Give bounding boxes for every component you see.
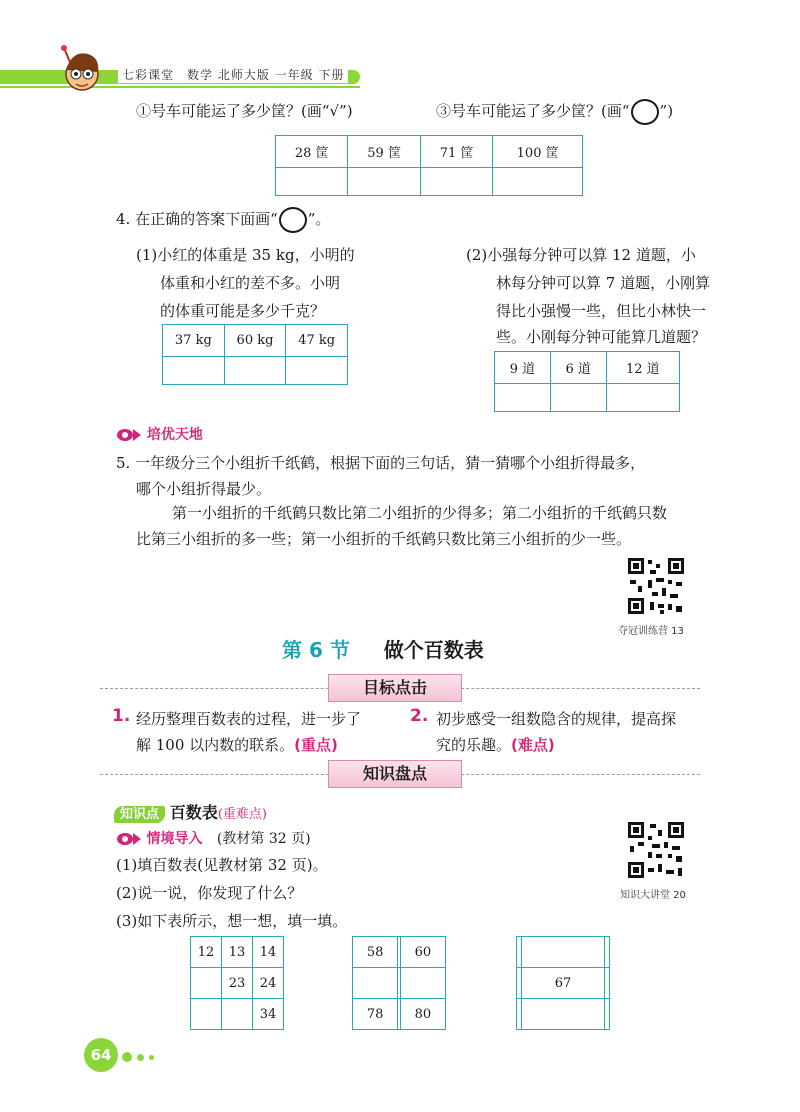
goal-1-number: 1. xyxy=(112,706,131,726)
question-4-suffix: ”。 xyxy=(307,210,331,228)
decor-dot xyxy=(149,1055,154,1060)
goal-2-line: 初步感受一组数隐含的规律，提高探 xyxy=(436,710,677,728)
grid-cell: 24 xyxy=(253,968,284,999)
grid-cell: 67 xyxy=(521,968,604,999)
answer-cell[interactable] xyxy=(224,357,286,385)
grid-cell: 58 xyxy=(353,937,398,968)
qr-caption: 夺冠训练营 13 xyxy=(618,626,684,637)
answer-cell[interactable] xyxy=(495,384,551,412)
q4-part2-line: 得比小强慢一些，但比小林快一 xyxy=(496,302,707,320)
grid-cell: 13 xyxy=(222,937,253,968)
answer-cell[interactable] xyxy=(606,384,679,412)
knowledge-banner: 知识盘点 xyxy=(328,760,462,788)
arrow-eye-icon xyxy=(116,832,142,846)
option-cell: 9 道 xyxy=(495,352,551,384)
header-underline xyxy=(0,86,360,88)
q4-part1-line: 的体重可能是多少千克？ xyxy=(160,302,326,320)
problems-table xyxy=(494,351,680,412)
question-3-prefix: ③号车可能运了多少筐？(画“ xyxy=(436,102,630,120)
number-grid-2 xyxy=(352,936,446,1030)
goal-1-line xyxy=(136,732,338,758)
option-cell: 60 kg xyxy=(224,325,286,357)
option-cell: 12 道 xyxy=(606,352,679,384)
answer-cell[interactable] xyxy=(420,168,492,196)
circle-mark-icon xyxy=(631,99,659,125)
q5-line: 哪个小组折得最少。 xyxy=(136,480,272,498)
answer-cell[interactable] xyxy=(163,357,225,385)
question-1: ①号车可能运了多少筐？(画“√”) xyxy=(136,102,353,120)
qr-code-icon[interactable] xyxy=(626,556,686,616)
knowledge-item: (3)如下表所示，想一想，填一填。 xyxy=(116,912,348,930)
goal-1-line: 经历整理百数表的过程，进一步了 xyxy=(136,710,362,728)
knowledge-name: 百数表 xyxy=(169,803,218,822)
grid-cell[interactable] xyxy=(605,937,610,968)
weight-table xyxy=(162,324,348,385)
goal-2-tag: (难点) xyxy=(511,736,555,754)
answer-cell[interactable] xyxy=(493,168,583,196)
option-cell: 47 kg xyxy=(286,325,348,357)
knowledge-point-heading xyxy=(114,800,267,823)
q4-part1-line: (1)小红的体重是 35 kg，小明的 xyxy=(136,246,355,264)
goal-2-line xyxy=(436,732,555,758)
option-cell: 37 kg xyxy=(163,325,225,357)
goal-2-number: 2. xyxy=(410,706,429,726)
qr-code-icon[interactable] xyxy=(626,820,686,880)
goals-banner: 目标点击 xyxy=(328,674,462,702)
arrow-eye-icon xyxy=(116,428,142,442)
knowledge-tag: 知识点 xyxy=(114,806,165,823)
option-cell: 6 道 xyxy=(550,352,606,384)
q4-part1-line: 体重和小红的差不多。小明 xyxy=(160,274,341,292)
goal-1-tag: (重点) xyxy=(294,736,338,754)
number-grid-1 xyxy=(190,936,284,1030)
grid-cell[interactable] xyxy=(400,968,445,999)
peiyou-heading xyxy=(116,424,203,444)
qr-caption: 知识大讲堂 20 xyxy=(620,890,686,901)
peiyou-label: 培优天地 xyxy=(146,427,203,443)
question-3-suffix: ”) xyxy=(659,102,674,120)
grid-cell: 78 xyxy=(353,999,398,1030)
q5-line: 5. 一年级分三个小组折千纸鹤，根据下面的三句话，猜一猜哪个小组折得最多， xyxy=(116,454,646,472)
number-grid-3 xyxy=(516,936,610,1030)
grid-cell[interactable] xyxy=(191,968,222,999)
answer-cell[interactable] xyxy=(550,384,606,412)
knowledge-item: (2)说一说，你发现了什么？ xyxy=(116,884,303,902)
question-4-title xyxy=(116,206,330,233)
option-cell: 59 筐 xyxy=(348,136,420,168)
answer-cell[interactable] xyxy=(348,168,420,196)
intro-label: 情境导入 xyxy=(146,831,203,847)
baskets-table xyxy=(275,135,583,196)
knowledge-item: (1)填百数表(见教材第 32 页)。 xyxy=(116,856,328,874)
grid-cell[interactable] xyxy=(605,999,610,1030)
grid-cell[interactable] xyxy=(353,968,398,999)
q4-part2-line: 林每分钟可以算 7 道题，小刚算 xyxy=(496,274,711,292)
section-heading xyxy=(282,634,484,663)
header-title: 七彩课堂 数学 北师大版 一年级 下册 xyxy=(118,66,348,83)
section-title: 做个百数表 xyxy=(383,638,484,662)
grid-cell[interactable] xyxy=(222,999,253,1030)
grid-cell: 34 xyxy=(253,999,284,1030)
grid-cell[interactable] xyxy=(191,999,222,1030)
decor-dot xyxy=(137,1054,144,1061)
option-cell: 28 筐 xyxy=(276,136,348,168)
goal-2-text: 究的乐趣。 xyxy=(436,736,512,754)
goal-1-text: 解 100 以内数的联系。 xyxy=(136,736,295,754)
option-cell: 100 筐 xyxy=(493,136,583,168)
q5-line: 第一小组折的千纸鹤只数比第二小组折的少得多；第二小组折的千纸鹤只数 xyxy=(172,504,668,522)
grid-cell[interactable] xyxy=(605,968,610,999)
q4-part2-line: 些。小刚每分钟可能算几道题？ xyxy=(496,328,707,346)
grid-cell: 60 xyxy=(400,937,445,968)
grid-cell: 14 xyxy=(253,937,284,968)
decor-dot xyxy=(122,1052,132,1062)
grid-cell[interactable] xyxy=(521,937,604,968)
answer-cell[interactable] xyxy=(276,168,348,196)
grid-cell[interactable] xyxy=(521,999,604,1030)
circle-mark-icon xyxy=(279,207,307,233)
question-3 xyxy=(436,98,673,125)
section-number: 第 6 节 xyxy=(282,638,350,662)
option-cell: 71 筐 xyxy=(420,136,492,168)
knowledge-name-tag: (重难点) xyxy=(217,807,267,822)
grid-cell: 80 xyxy=(400,999,445,1030)
question-4-prefix: 4. 在正确的答案下面画“ xyxy=(116,210,278,228)
intro-ref: (教材第 32 页) xyxy=(216,831,311,847)
grid-cell: 12 xyxy=(191,937,222,968)
answer-cell[interactable] xyxy=(286,357,348,385)
q4-part2-line: (2)小强每分钟可以算 12 道题，小 xyxy=(466,246,696,264)
q5-line: 比第三小组折的多一些；第一小组折的千纸鹤只数比第三小组折的少一些。 xyxy=(136,530,632,548)
page-number: 64 xyxy=(84,1038,118,1072)
mascot-icon xyxy=(58,44,104,96)
intro-heading xyxy=(116,828,311,848)
grid-cell: 23 xyxy=(222,968,253,999)
